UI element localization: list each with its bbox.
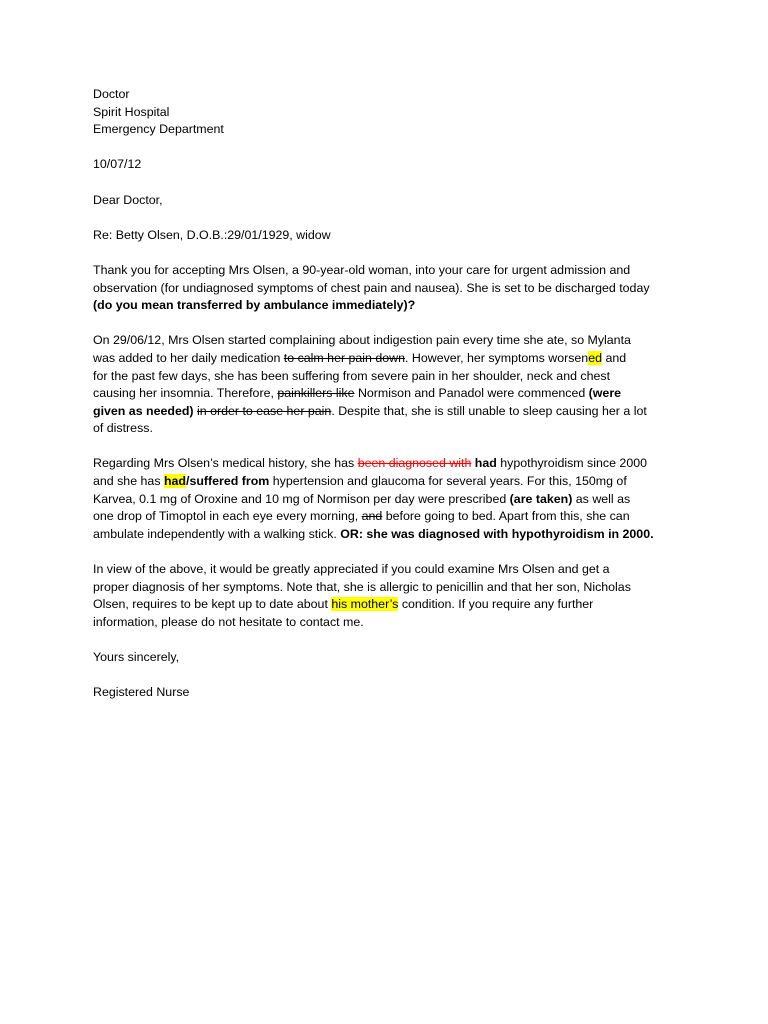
p3-line-3 bbox=[93, 491, 683, 509]
p3-line-2 bbox=[93, 473, 683, 491]
highlighted-insertion: had bbox=[163, 474, 186, 489]
date-line: 10/07/12 bbox=[93, 157, 142, 172]
p1-line-2: observation (for undiagnosed symptoms of chest pain and nausea). She is set to be discharged today bbox=[93, 280, 650, 295]
spacer bbox=[93, 139, 683, 157]
text-run: Olsen, requires to be kept up to date about bbox=[93, 597, 332, 612]
p2-line-3: for the past few days, she has been suffering from severe pain in her shoulder, neck and chest bbox=[93, 368, 611, 383]
p2-line-6: of distress. bbox=[93, 421, 153, 436]
p4-line-1: In view of the above, it would be greatly appreciated if you could examine Mrs Olsen and get a bbox=[93, 562, 610, 577]
spacer bbox=[93, 667, 683, 685]
text-run: was added to her daily medication bbox=[93, 350, 284, 365]
spacer bbox=[93, 543, 683, 561]
text-run: causing her insomnia. Therefore, bbox=[93, 386, 278, 401]
strikethrough-deletion: painkillers like bbox=[277, 386, 355, 401]
text-run: Regarding Mrs Olsen’s medical history, she has bbox=[93, 456, 358, 471]
p2-line-5 bbox=[93, 403, 683, 421]
spacer bbox=[93, 209, 683, 227]
recipient-line: Doctor bbox=[93, 87, 130, 101]
bold-insertion: (were bbox=[588, 386, 622, 401]
text-run: hypertension and glaucoma for several years. For this, 150mg of bbox=[269, 474, 627, 489]
p3-line-1 bbox=[93, 455, 683, 473]
department-line: Emergency Department bbox=[93, 122, 224, 137]
p2-line-4 bbox=[93, 385, 683, 403]
spacer bbox=[93, 174, 683, 192]
text-run: condition. If you require any further bbox=[398, 597, 594, 612]
signature: Registered Nurse bbox=[93, 685, 190, 700]
bold-insertion: (are taken) bbox=[509, 491, 573, 506]
bold-insertion: given as needed) bbox=[93, 403, 194, 418]
text-run: . However, her symptoms worsen bbox=[405, 350, 589, 365]
text-run: . Despite that, she is still unable to sleep causing her a lot bbox=[331, 403, 647, 418]
text-run: hypothyroidism since 2000 bbox=[496, 456, 647, 471]
re-line: Re: Betty Olsen, D.O.B.:29/01/1929, widow bbox=[93, 227, 331, 242]
salutation: Dear Doctor, bbox=[93, 192, 163, 207]
text-run: ambulate independently with a walking stick. bbox=[93, 526, 341, 541]
bold-insertion: had bbox=[471, 456, 497, 471]
strikethrough-deletion: and bbox=[361, 509, 383, 524]
text-run: and bbox=[602, 350, 627, 365]
highlighted-insertion: his mother’s bbox=[331, 597, 399, 612]
text-run: Karvea, 0.1 mg of Oroxine and 10 mg of Normison per day were prescribed bbox=[93, 491, 510, 506]
closing: Yours sincerely, bbox=[93, 650, 180, 664]
letter-body bbox=[93, 86, 683, 702]
hospital-line: Spirit Hospital bbox=[93, 104, 170, 119]
p1-line-1: Thank you for accepting Mrs Olsen, a 90-year-old woman, into your care for urgent admission and bbox=[93, 262, 631, 277]
spacer bbox=[93, 631, 683, 649]
p4-line-3 bbox=[93, 596, 683, 614]
text-run: and she has bbox=[93, 474, 164, 489]
text-run: before going to bed. Apart from this, she can bbox=[382, 509, 630, 524]
spacer bbox=[93, 244, 683, 262]
text-run: as well as bbox=[572, 491, 631, 506]
strikethrough-deletion: to calm her pain down bbox=[283, 350, 406, 365]
p2-line-2 bbox=[93, 350, 683, 368]
p3-line-4 bbox=[93, 508, 683, 526]
red-strikethrough-deletion: been diagnosed with bbox=[357, 456, 472, 471]
spacer bbox=[93, 315, 683, 333]
text-run: Normison and Panadol were commenced bbox=[354, 386, 589, 401]
bold-insertion: /suffered from bbox=[186, 474, 270, 489]
p1-line-3-comment: (do you mean transferred by ambulance immediately)? bbox=[93, 298, 416, 313]
bold-insertion: OR: she was diagnosed with hypothyroidism in 2000. bbox=[340, 526, 654, 541]
highlighted-insertion: ed bbox=[588, 350, 602, 365]
p2-line-1: On 29/06/12, Mrs Olsen started complaining about indigestion pain every time she ate, so Mylanta bbox=[93, 333, 631, 348]
strikethrough-deletion: in order to ease her pain bbox=[197, 403, 332, 418]
p4-line-4: information, please do not hesitate to contact me. bbox=[93, 614, 364, 629]
text-run: one drop of Timoptol in each eye every morning, bbox=[93, 509, 362, 524]
p3-line-5 bbox=[93, 526, 683, 544]
spacer bbox=[93, 438, 683, 456]
p4-line-2: proper diagnosis of her symptoms. Note that, she is allergic to penicillin and that her son, Nicholas bbox=[93, 579, 631, 594]
